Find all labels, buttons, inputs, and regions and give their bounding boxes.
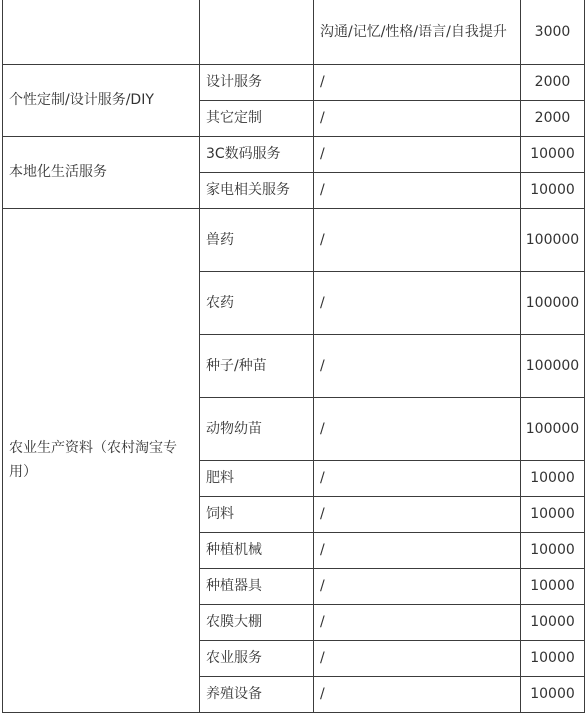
note-cell: /	[314, 532, 521, 568]
amount-cell: 100000	[521, 208, 585, 271]
amount-cell: 10000	[521, 604, 585, 640]
subcategory-cell: 肥料	[200, 460, 314, 496]
amount-cell: 2000	[521, 100, 585, 136]
subcategory-cell: 种植器具	[200, 568, 314, 604]
subcategory-cell: 种子/种苗	[200, 334, 314, 397]
category-cell: 农业生产资料（农村淘宝专用）	[3, 208, 200, 712]
note-cell: /	[314, 397, 521, 460]
amount-cell: 10000	[521, 172, 585, 208]
amount-cell: 100000	[521, 271, 585, 334]
category-fee-table	[2, 0, 585, 713]
subcategory-cell: 农膜大棚	[200, 604, 314, 640]
note-cell: /	[314, 136, 521, 172]
table-row	[3, 64, 585, 100]
note-cell: /	[314, 271, 521, 334]
amount-cell: 100000	[521, 397, 585, 460]
category-cell: 个性定制/设计服务/DIY	[3, 64, 200, 136]
note-cell: /	[314, 64, 521, 100]
note-cell: /	[314, 640, 521, 676]
subcategory-cell: 农药	[200, 271, 314, 334]
category-cell: 本地化生活服务	[3, 136, 200, 208]
note-cell: /	[314, 100, 521, 136]
subcategory-cell: 设计服务	[200, 64, 314, 100]
note-cell: /	[314, 496, 521, 532]
amount-cell: 100000	[521, 334, 585, 397]
note-cell: 沟通/记忆/性格/语言/自我提升	[314, 0, 521, 64]
note-cell: /	[314, 334, 521, 397]
amount-cell: 2000	[521, 64, 585, 100]
note-cell: /	[314, 604, 521, 640]
note-cell: /	[314, 172, 521, 208]
subcategory-cell: 兽药	[200, 208, 314, 271]
subcategory-cell: 种植机械	[200, 532, 314, 568]
subcategory-cell: 养殖设备	[200, 676, 314, 712]
subcategory-cell: 饲料	[200, 496, 314, 532]
amount-cell: 10000	[521, 532, 585, 568]
amount-cell: 3000	[521, 0, 585, 64]
subcategory-cell: 家电相关服务	[200, 172, 314, 208]
subcategory-cell	[200, 0, 314, 64]
subcategory-cell: 农业服务	[200, 640, 314, 676]
note-cell: /	[314, 208, 521, 271]
table-row	[3, 0, 585, 64]
amount-cell: 10000	[521, 136, 585, 172]
category-cell	[3, 0, 200, 64]
note-cell: /	[314, 568, 521, 604]
amount-cell: 10000	[521, 496, 585, 532]
amount-cell: 10000	[521, 676, 585, 712]
amount-cell: 10000	[521, 460, 585, 496]
note-cell: /	[314, 676, 521, 712]
subcategory-cell: 动物幼苗	[200, 397, 314, 460]
note-cell: /	[314, 460, 521, 496]
subcategory-cell: 3C数码服务	[200, 136, 314, 172]
table-row	[3, 136, 585, 172]
table-row	[3, 208, 585, 271]
subcategory-cell: 其它定制	[200, 100, 314, 136]
amount-cell: 10000	[521, 568, 585, 604]
amount-cell: 10000	[521, 640, 585, 676]
